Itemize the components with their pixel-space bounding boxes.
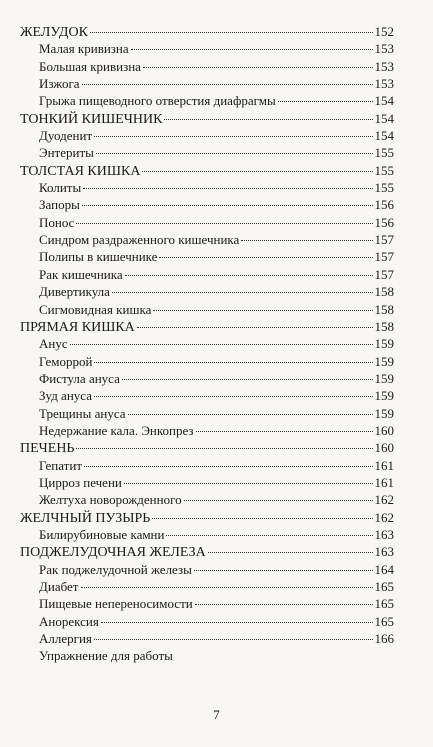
toc-subsection-entry [20,283,394,300]
toc-subsection-entry [20,578,394,595]
toc-subsection-entry [20,387,394,404]
page-number: 7 [213,707,220,722]
toc-entry-title: Диабет [39,579,79,594]
dot-leader [128,414,373,415]
toc-entry-page: 162 [374,492,394,508]
toc-section-entry [20,543,394,560]
toc-entry-page: 159 [374,336,394,352]
dot-leader [94,396,373,397]
toc-subsection-entry [20,561,394,578]
toc-section-entry [20,318,394,335]
toc-entry-page: 153 [374,41,394,57]
toc-entry-page: 154 [374,93,394,109]
toc-subsection-entry [20,127,394,144]
toc-entry-page: 166 [374,631,394,647]
toc-entry-title: Сигмовидная кишка [39,301,152,317]
toc-entry-title: Рак поджелудочной железы [39,561,192,577]
dot-leader [94,136,372,137]
toc-entry-page: 155 [374,162,394,178]
toc-entry-title: Большая кривизна [39,58,141,74]
toc-entry-page: 163 [374,544,394,560]
toc-entry-title: Малая кривизна [39,41,129,57]
toc-entry-title: ПОДЖЕЛУДОЧНАЯ ЖЕЛЕЗА [20,545,206,561]
toc-entry-page: 157 [374,249,394,265]
toc-entry-page: 159 [374,370,394,386]
toc-entry-title: Понос [39,214,75,230]
toc-entry-page: 157 [374,266,394,282]
toc-entry-page: 153 [374,76,394,92]
toc-entry-page: 163 [374,526,394,542]
dot-leader [82,84,373,85]
toc-entry-title: Желтуха новорожденного [39,492,182,508]
toc-section-entry [20,23,394,40]
toc-subsection-entry [20,370,394,387]
toc-entry-title: Аллергия [39,631,92,647]
dot-leader [124,483,373,484]
toc-entry-page: 165 [374,596,394,612]
toc-subsection-entry [20,595,394,612]
dot-leader [101,622,373,623]
toc-entry-title: ПРЯМАЯ КИШКА [20,319,135,335]
toc-subsection-entry [20,474,394,491]
toc-entry-title: Трещины ануса [39,405,126,421]
dot-leader [137,327,373,328]
dot-leader [81,587,373,588]
toc-entry-page: 159 [374,388,394,404]
toc-subsection-entry [20,647,394,664]
toc-entry-page: 152 [374,24,394,39]
toc-entry-title: Анорексия [39,613,99,629]
dot-leader [90,32,373,33]
toc-entry-page: 154 [374,110,394,126]
toc-entry-page: 165 [374,579,394,594]
toc-entry-title: Недержание кала. Энкопрез [39,422,194,438]
toc-subsection-entry [20,630,394,647]
dot-leader [96,153,373,154]
toc-entry-title: Цирроз печени [39,474,122,490]
dot-leader [94,362,372,363]
toc-section-entry [20,509,394,526]
dot-leader [143,67,373,68]
toc-entry-page: 155 [374,180,394,196]
dot-leader [76,448,372,449]
toc-entry-page: 158 [374,318,394,334]
dot-leader [208,552,373,553]
toc-entry-page: 160 [374,422,394,438]
toc-entry-title: Пищевые непереносимости [39,596,193,612]
dot-leader [194,570,373,571]
toc-subsection-entry [20,58,394,75]
dot-leader [142,171,372,172]
toc-entry-title: Дуоденит [39,128,93,144]
toc-entry-title: ПЕЧЕНЬ [20,441,75,457]
toc-subsection-entry [20,214,394,231]
dot-leader [153,310,372,311]
toc-entry-page: 158 [374,301,394,317]
toc-entry-page: 160 [374,440,394,456]
toc-subsection-entry [20,457,394,474]
toc-entry-page: 164 [374,561,394,577]
toc-entry-title: Синдром раздраженного кишечника [39,232,240,248]
toc-entry-title: ЖЕЛУДОК [20,25,88,40]
dot-leader [241,240,372,241]
toc-entry-title: ТОЛСТАЯ КИШКА [20,163,141,179]
toc-subsection-entry [20,231,394,248]
toc-entry-page: 158 [374,284,394,300]
dot-leader [83,188,372,189]
toc-subsection-entry [20,422,394,439]
dot-leader [112,292,373,293]
dot-leader [159,257,372,258]
dot-leader [131,49,373,50]
toc-subsection-entry [20,92,394,109]
dot-leader [76,223,372,224]
toc-entry-title: Рак кишечника [39,266,123,282]
toc-entry-title: Запоры [39,197,80,213]
toc-entry-page: 159 [374,353,394,369]
toc-subsection-entry [20,144,394,161]
dot-leader [82,205,373,206]
dot-leader [164,119,372,120]
dot-leader [84,466,372,467]
dot-leader [184,500,373,501]
dot-leader [152,518,372,519]
toc-entry-title: Зуд ануса [39,388,92,404]
dot-leader [195,604,373,605]
dot-leader [122,379,373,380]
toc-subsection-entry [20,526,394,543]
toc-entry-title: Грыжа пищеводного отверстия диафрагмы [39,93,276,109]
table-of-contents [20,23,394,665]
toc-subsection-entry [20,196,394,213]
toc-subsection-entry [20,335,394,352]
dot-leader [70,344,373,345]
toc-entry-page: 157 [374,232,394,248]
toc-subsection-entry [20,491,394,508]
toc-entry-page: 153 [374,58,394,74]
toc-entry-page: 156 [374,197,394,213]
toc-subsection-entry [20,179,394,196]
dot-leader [166,535,372,536]
dot-leader [196,431,373,432]
toc-entry-page: 161 [374,474,394,490]
toc-subsection-entry [20,40,394,57]
toc-entry-title: Колиты [39,180,82,196]
toc-subsection-entry [20,75,394,92]
dot-leader [278,101,373,102]
toc-entry-page: 155 [374,145,394,161]
toc-subsection-entry [20,266,394,283]
toc-entry-title: ЖЕЛЧНЫЙ ПУЗЫРЬ [20,510,151,526]
toc-subsection-entry [20,405,394,422]
toc-subsection-entry [20,248,394,265]
toc-entry-title: Энтериты [39,145,94,161]
toc-entry-title: Изжога [39,76,80,92]
toc-entry-title: Билирубиновые камни [39,526,165,542]
toc-entry-page: 159 [374,405,394,421]
toc-subsection-entry [20,613,394,630]
toc-entry-page: 156 [374,214,394,230]
toc-section-entry [20,162,394,179]
toc-entry-page: 162 [374,509,394,525]
toc-entry-title: ТОНКИЙ КИШЕЧНИК [20,111,163,127]
toc-entry-title: Гепатит [39,457,83,473]
toc-entry-title: Анус [39,336,68,352]
toc-entry-title: Геморрой [39,353,93,369]
toc-entry-page: 165 [374,613,394,629]
toc-entry-title: Фистула ануса [39,370,120,386]
toc-entry-title: Упражнение для работы [39,648,173,664]
toc-entry-title: Полипы в кишечнике [39,249,158,265]
toc-subsection-entry [20,301,394,318]
toc-entry-page: 154 [374,128,394,144]
dot-leader [125,275,373,276]
toc-section-entry [20,439,394,456]
dot-leader [94,639,373,640]
toc-entry-title: Дивертикула [39,284,110,300]
toc-entry-page: 161 [374,457,394,473]
toc-section-entry [20,110,394,127]
toc-subsection-entry [20,353,394,370]
